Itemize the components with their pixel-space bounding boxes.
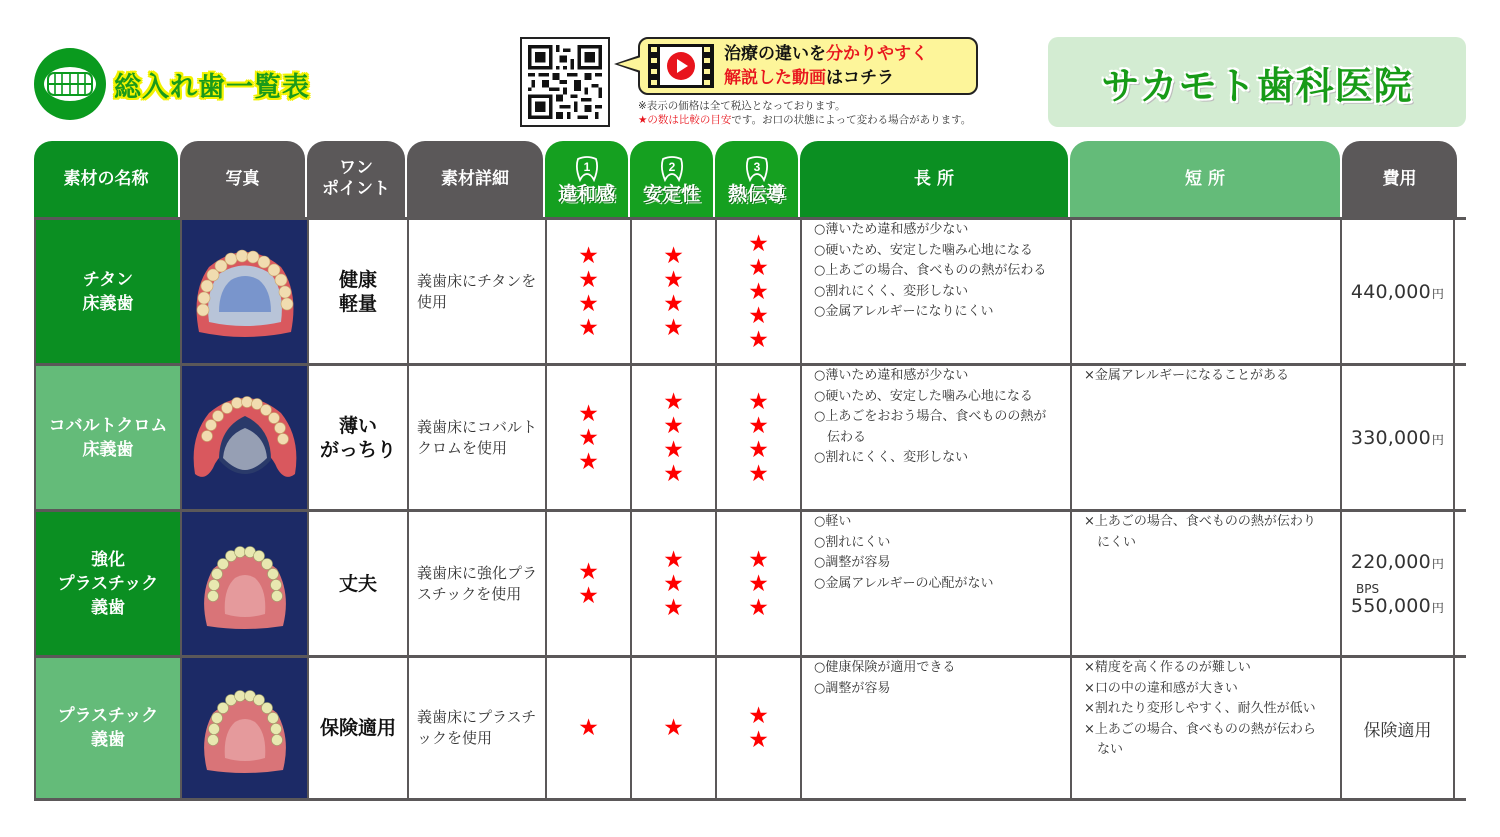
one-point	[307, 366, 407, 509]
cons-item: ×精度を高く作るのが難しい	[1084, 660, 1251, 675]
star-icon: ★	[663, 570, 684, 597]
video-link-banner[interactable]	[638, 37, 978, 95]
tax-note: ※表示の価格は全て税込となっております。	[638, 100, 846, 112]
col-header-heat-label: 熱伝導	[727, 182, 785, 205]
price-value: 440,000	[1350, 280, 1431, 303]
pros-item: ○軽い	[814, 514, 852, 529]
qr-code-icon[interactable]	[520, 37, 610, 127]
col-header-cost: 費用	[1342, 141, 1457, 217]
col-header-name: 素材の名称	[34, 141, 178, 217]
one-point-l1: 丈夫	[338, 572, 377, 595]
price-insurance: 保険適用	[1363, 720, 1432, 741]
star-icon: ★	[578, 582, 599, 609]
cons-list	[1070, 366, 1340, 509]
one-point	[307, 512, 407, 655]
star-icon: ★	[663, 242, 684, 269]
tooth-number-3-icon	[743, 154, 771, 182]
star-icon: ★	[663, 314, 684, 341]
yen-unit: 円	[1431, 600, 1445, 615]
table-header-row	[34, 141, 1466, 217]
material-detail: 義歯床にプラスチックを使用	[407, 658, 545, 798]
material-name-l1: コバルトクロム	[48, 415, 168, 436]
cons-item: ない	[1084, 742, 1124, 757]
star-icon: ★	[578, 266, 599, 293]
star-icon: ★	[748, 278, 769, 305]
price	[1351, 551, 1444, 573]
price	[1351, 281, 1444, 303]
star-icon: ★	[663, 460, 684, 487]
rating-heat	[715, 366, 800, 509]
svg-text:1: 1	[583, 159, 590, 174]
svg-text:2: 2	[668, 159, 675, 174]
one-point-l2: 軽量	[338, 292, 377, 315]
cons-list	[1070, 220, 1340, 363]
denture-photo-cobalt-chrome	[180, 366, 307, 509]
cost	[1340, 658, 1455, 798]
cons-item: にくい	[1084, 534, 1137, 550]
cons-item: ×割れたり変形しやすく、耐久性が低い	[1084, 701, 1316, 716]
pros-item: ○上あごの場合、食べものの熱が伝わる	[814, 263, 1047, 278]
col-header-fit-label: 違和感	[557, 182, 615, 205]
star-icon: ★	[578, 558, 599, 585]
col-header-fit	[545, 141, 628, 217]
pros-item: ○調整が容易	[814, 555, 891, 570]
cost	[1340, 512, 1455, 655]
price-value: 330,000	[1350, 426, 1431, 449]
col-header-pros: 長 所	[800, 141, 1068, 217]
rating-heat	[715, 220, 800, 363]
rating-stability	[630, 658, 715, 798]
pros-item: ○金属アレルギーの心配がない	[814, 575, 994, 591]
price	[1351, 427, 1444, 449]
cost	[1340, 220, 1455, 363]
price-value: 220,000	[1350, 550, 1431, 573]
table-row-cobalt-chrome	[34, 363, 1466, 509]
rating-heat	[715, 512, 800, 655]
rating-fit	[545, 366, 630, 509]
star-icon: ★	[663, 412, 684, 439]
material-name-l2: 義歯	[91, 730, 125, 750]
rating-stability	[630, 366, 715, 509]
star-note: です。お口の状態によって変わる場合があります。	[731, 114, 972, 126]
pros-item: ○硬いため、安定した噛み心地になる	[814, 388, 1033, 404]
one-point	[307, 658, 407, 798]
cons-item: ×上あごの場合、食べものの熱が伝わり	[1084, 514, 1316, 529]
star-icon: ★	[663, 594, 684, 621]
material-name-l1: チタン	[82, 269, 134, 290]
material-name	[34, 658, 180, 798]
star-icon: ★	[663, 436, 684, 463]
page-title-block	[34, 48, 310, 120]
star-icon: ★	[748, 254, 769, 281]
video-text-3: 解説した動画	[724, 68, 826, 88]
material-name-l3: 義歯	[91, 597, 125, 618]
pros-list	[800, 220, 1070, 363]
star-icon: ★	[663, 715, 684, 741]
svg-text:3: 3	[753, 159, 760, 174]
star-icon: ★	[663, 266, 684, 293]
pros-list	[800, 512, 1070, 655]
star-icon: ★	[748, 230, 769, 257]
pros-item: ○上あごをおおう場合、食べものの熱が	[814, 409, 1047, 424]
cons-list	[1070, 512, 1340, 655]
yen-unit: 円	[1431, 432, 1445, 447]
video-text-1: 治療の違いを	[724, 44, 826, 64]
denture-photo-reinforced-plastic	[180, 512, 307, 655]
col-header-one-point-l1: ワン	[339, 158, 373, 178]
col-header-heat	[715, 141, 798, 217]
pros-item: ○硬いため、安定した噛み心地になる	[814, 242, 1033, 258]
one-point-l1: 保険適用	[319, 717, 396, 739]
pros-list	[800, 366, 1070, 509]
pros-item: ○薄いため違和感が少ない	[814, 368, 969, 383]
star-icon: ★	[578, 448, 599, 475]
video-text-2: 分かりやすく	[826, 44, 928, 64]
star-icon: ★	[748, 570, 769, 597]
pros-list	[800, 658, 1070, 798]
cons-list	[1070, 658, 1340, 798]
tooth-number-2-icon	[658, 154, 686, 182]
pros-item: ○割れにくい	[814, 534, 891, 550]
play-video-icon	[648, 44, 714, 88]
material-name-l2: 床義歯	[82, 293, 134, 314]
star-icon: ★	[748, 594, 769, 621]
col-header-detail: 素材詳細	[407, 141, 543, 217]
rating-fit	[545, 658, 630, 798]
material-name	[34, 220, 180, 363]
star-icon: ★	[663, 290, 684, 317]
rating-heat	[715, 658, 800, 798]
bps-label: BPS	[1356, 581, 1380, 596]
rating-fit	[545, 220, 630, 363]
one-point-l1: 薄い	[338, 414, 377, 437]
teeth-icon	[34, 48, 106, 120]
star-icon: ★	[748, 460, 769, 487]
cons-item: ×上あごの場合、食べものの熱が伝わら	[1084, 721, 1316, 737]
star-icon: ★	[663, 546, 684, 573]
cons-item: ×口の中の違和感が大きい	[1084, 680, 1238, 696]
cons-item: ×金属アレルギーになることがある	[1084, 368, 1290, 383]
rating-stability	[630, 512, 715, 655]
col-header-one-point	[307, 141, 405, 217]
pros-item: ○健康保険が適用できる	[814, 660, 956, 675]
col-header-cons: 短 所	[1070, 141, 1340, 217]
table-row-titanium	[34, 217, 1466, 363]
material-detail: 義歯床にチタンを使用	[407, 220, 545, 363]
star-icon: ★	[578, 715, 599, 741]
bps-price	[1351, 595, 1444, 617]
material-name	[34, 512, 180, 655]
star-icon: ★	[578, 424, 599, 451]
rating-fit	[545, 512, 630, 655]
pros-item: ○金属アレルギーになりにくい	[814, 304, 994, 319]
star-icon: ★	[578, 400, 599, 427]
star-icon: ★	[748, 302, 769, 329]
video-text-4: はコチラ	[826, 68, 894, 88]
star-icon: ★	[748, 703, 769, 729]
star-icon: ★	[748, 326, 769, 353]
cost	[1340, 366, 1455, 509]
col-header-stability	[630, 141, 713, 217]
star-icon: ★	[748, 727, 769, 753]
yen-unit: 円	[1431, 286, 1445, 301]
material-name-l2: 床義歯	[82, 439, 134, 460]
col-header-photo: 写真	[180, 141, 305, 217]
material-detail: 義歯床にコバルトクロムを使用	[407, 366, 545, 509]
video-banner-text	[724, 42, 928, 90]
yen-unit: 円	[1431, 556, 1445, 571]
denture-photo-plastic	[180, 658, 307, 798]
price-notes	[638, 99, 971, 127]
pros-item: ○薄いため違和感が少ない	[814, 222, 969, 237]
star-icon: ★	[578, 314, 599, 341]
material-name	[34, 366, 180, 509]
material-name-l2: プラスチック	[57, 573, 159, 594]
material-name-l1: 強化	[91, 549, 125, 570]
star-icon: ★	[578, 242, 599, 269]
material-name-l1: プラスチック	[57, 706, 159, 726]
denture-comparison-table	[34, 141, 1466, 801]
col-header-one-point-l2: ポイント	[322, 179, 390, 199]
star-icon: ★	[748, 388, 769, 415]
star-note-red: ★の数は比較の目安	[638, 114, 732, 126]
one-point-l2: がっちり	[319, 438, 396, 461]
pros-item: ○調整が容易	[814, 680, 891, 696]
one-point	[307, 220, 407, 363]
table-row-plastic	[34, 655, 1466, 801]
star-icon: ★	[748, 546, 769, 573]
page-title: 総入れ歯一覧表	[114, 71, 310, 103]
star-icon: ★	[748, 412, 769, 439]
one-point-l1: 健康	[338, 268, 377, 291]
pros-item: ○割れにくく、変形しない	[814, 283, 969, 299]
material-detail: 義歯床に強化プラスチックを使用	[407, 512, 545, 655]
clinic-name: サカモト歯科医院	[1101, 63, 1413, 108]
tooth-number-1-icon	[573, 154, 601, 182]
col-header-stability-label: 安定性	[642, 182, 700, 205]
pros-item: ○割れにくく、変形しない	[814, 450, 969, 465]
star-icon: ★	[663, 388, 684, 415]
pros-item: 伝わる	[814, 429, 867, 445]
star-icon: ★	[748, 436, 769, 463]
clinic-banner	[1048, 37, 1466, 127]
table-row-reinforced-plastic	[34, 509, 1466, 655]
denture-photo-titanium	[180, 220, 307, 363]
bps-price-value: 550,000	[1350, 594, 1431, 617]
star-icon: ★	[578, 290, 599, 317]
rating-stability	[630, 220, 715, 363]
